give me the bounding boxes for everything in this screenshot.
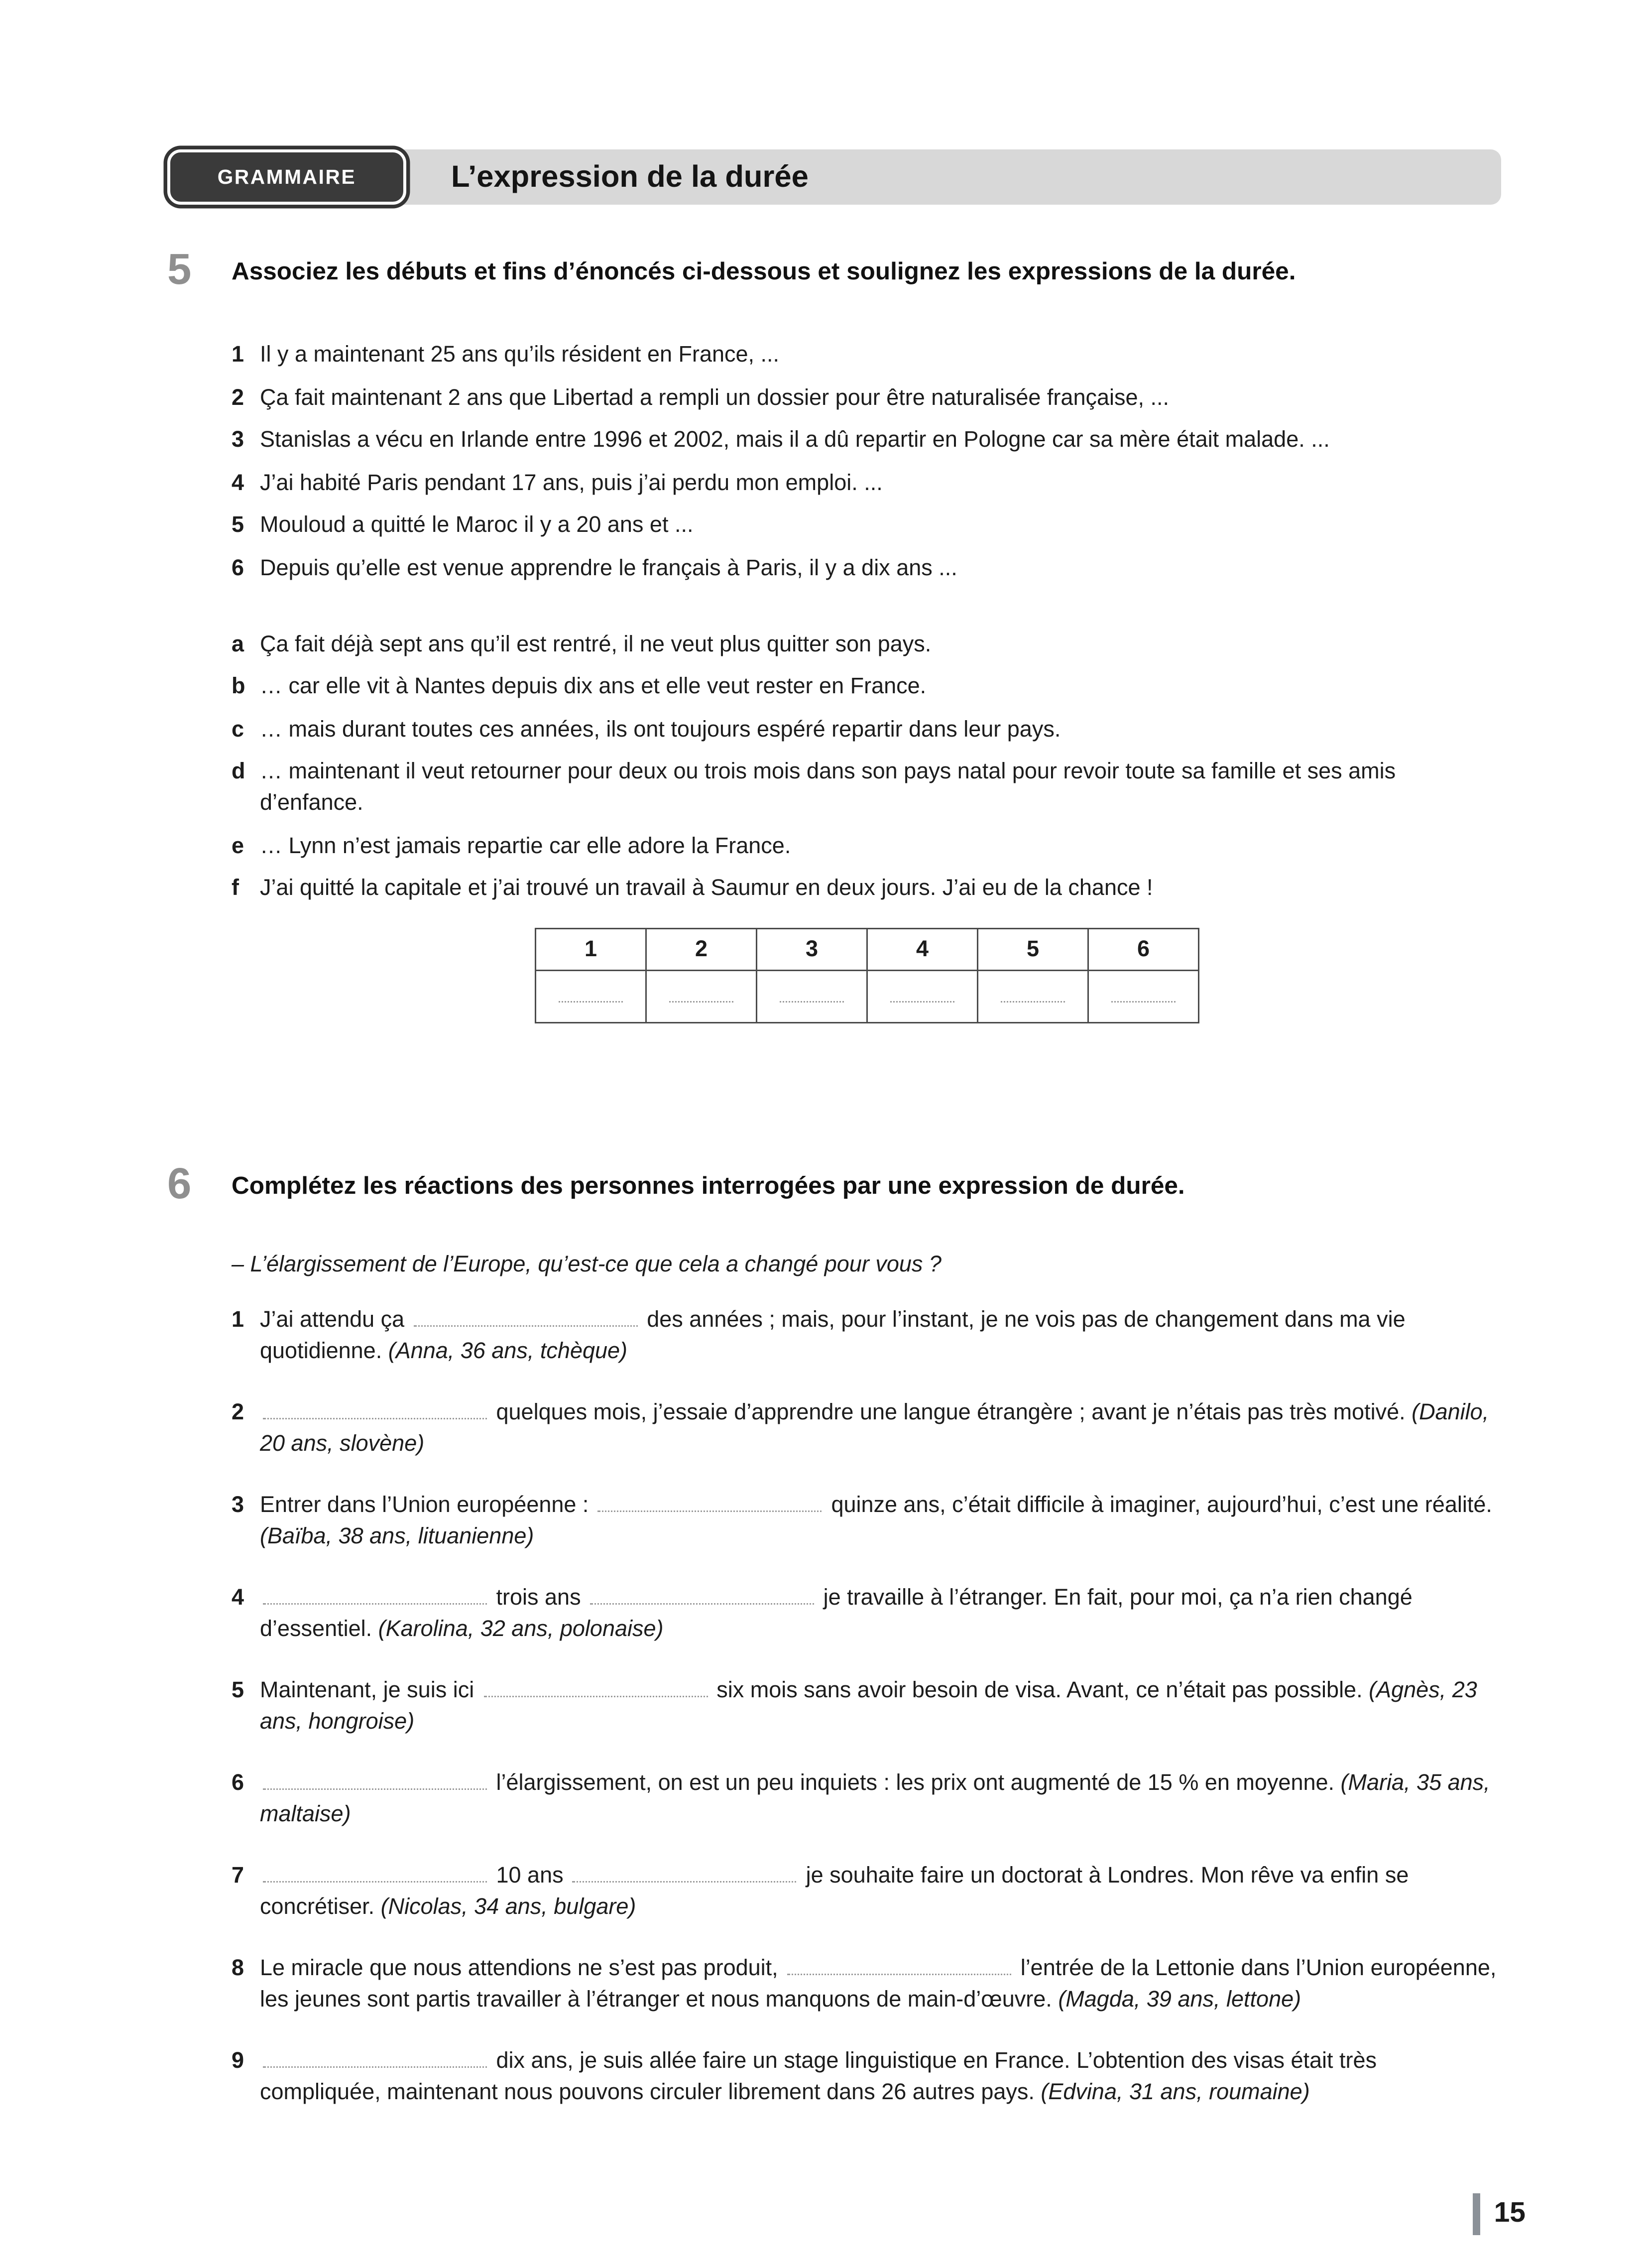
- exercise-5-number: 5: [167, 247, 192, 294]
- fill-blank: [590, 1587, 814, 1605]
- segment-text: quinze ans, c’était difficile à imaginer, aujourd’hui, c’est une réalité.: [825, 1493, 1492, 1518]
- item-marker: 2: [232, 384, 244, 410]
- grammaire-badge-label: GRAMMAIRE: [217, 166, 356, 188]
- item-marker: 9: [232, 2048, 244, 2074]
- question-item: [232, 1767, 1501, 1830]
- ex6-items: [232, 1304, 1501, 2108]
- item-marker: b: [232, 674, 245, 699]
- item-marker: 4: [232, 1585, 244, 1611]
- item-marker: c: [232, 716, 244, 742]
- attribution: (Nicolas, 34 ans, bulgare): [380, 1894, 636, 1920]
- exercise-5-title: Associez les débuts et fins d’énoncés ci-dessous et soulignez les expressions de la durée.: [232, 258, 1296, 285]
- item-content: [260, 1860, 1501, 1923]
- list-item: [232, 467, 1501, 499]
- item-marker: 6: [232, 555, 244, 581]
- item-text: Mouloud a quitté le Maroc il y a 20 ans et ...: [260, 512, 694, 538]
- item-marker: 5: [232, 1678, 244, 1703]
- item-marker: e: [232, 833, 244, 859]
- item-marker: 8: [232, 1956, 244, 1981]
- answer-column-header: 4: [867, 929, 978, 971]
- fill-blank: [263, 1865, 487, 1883]
- segment-text: J’ai attendu ça: [260, 1307, 411, 1333]
- item-text: … car elle vit à Nantes depuis dix ans et elle veut rester en France.: [260, 674, 927, 699]
- segment-text: six mois sans avoir besoin de visa. Avant, ce n’était pas possible.: [710, 1678, 1369, 1703]
- answer-column-header: 1: [536, 929, 646, 971]
- list-item: [232, 629, 1501, 660]
- question-item: [232, 1860, 1501, 1923]
- item-marker: 1: [232, 1307, 244, 1333]
- attribution: (Agnès, 23 ans, hongroise): [260, 1678, 1477, 1735]
- exercise-5: [167, 247, 1501, 1023]
- fill-blank: [263, 1587, 487, 1605]
- answer-table-answer-row: [536, 971, 1199, 1023]
- segment-text: trois ans: [490, 1585, 588, 1611]
- attribution: (Karolina, 32 ans, polonaise): [378, 1617, 664, 1642]
- exercise-5-body: [232, 254, 1501, 1023]
- question-item: [232, 1582, 1501, 1645]
- question-item: [232, 1675, 1501, 1738]
- item-content: [260, 1304, 1501, 1367]
- item-marker: a: [232, 631, 244, 657]
- item-content: [260, 1397, 1501, 1460]
- answer-blank: [559, 983, 623, 1003]
- item-marker: 4: [232, 470, 244, 496]
- segment-text: dix ans, je suis allée faire un stage linguistique en France. L’obtention des visas était très compliquée, maintenant nous pouvons circuler librement dans 26 autres pays.: [260, 2048, 1377, 2105]
- answer-cell: [867, 971, 978, 1023]
- answer-blank: [890, 983, 954, 1003]
- list-item: [232, 671, 1501, 702]
- attribution: (Danilo, 20 ans, slovène): [260, 1400, 1489, 1457]
- segment-text: Entrer dans l’Union européenne :: [260, 1493, 595, 1518]
- item-text: … mais durant toutes ces années, ils ont toujours espéré repartir dans leur pays.: [260, 716, 1061, 742]
- segment-text: Le miracle que nous attendions ne s’est pas produit,: [260, 1956, 785, 1981]
- item-marker: f: [232, 876, 239, 901]
- list-item: [232, 552, 1501, 584]
- page-footer: [1473, 2193, 1526, 2235]
- segment-text: 10 ans: [490, 1863, 570, 1889]
- item-marker: 5: [232, 512, 244, 538]
- list-item: [232, 714, 1501, 745]
- list-item: [232, 873, 1501, 904]
- answer-blank: [780, 983, 844, 1003]
- answer-column-header: 3: [757, 929, 867, 971]
- fill-blank: [263, 1772, 487, 1790]
- exercise-6-intro: – L’élargissement de l’Europe, qu’est-ce que cela a changé pour vous ?: [232, 1252, 942, 1277]
- item-marker: 2: [232, 1400, 244, 1425]
- list-item: [232, 339, 1501, 371]
- answer-cell: [646, 971, 757, 1023]
- section-title: L’expression de la durée: [451, 160, 809, 194]
- item-text: J’ai habité Paris pendant 17 ans, puis j’ai perdu mon emploi. ...: [260, 470, 883, 496]
- item-text: Ça fait maintenant 2 ans que Libertad a rempli un dossier pour être naturalisée française, ...: [260, 384, 1170, 410]
- item-text: Il y a maintenant 25 ans qu’ils résident en France, ...: [260, 342, 780, 368]
- item-content: [260, 2045, 1501, 2108]
- answer-column-header: 6: [1088, 929, 1199, 971]
- question-item: [232, 1397, 1501, 1460]
- footer-accent-bar: [1473, 2193, 1481, 2235]
- segment-text: l’entrée de la Lettonie dans l’Union européenne, les jeunes sont partis travailler à l’étranger et nous manquons de main-d’œuvre.: [260, 1956, 1497, 2013]
- fill-blank: [263, 1401, 487, 1419]
- attribution: (Edvina, 31 ans, roumaine): [1041, 2080, 1310, 2105]
- attribution: (Baïba, 38 ans, lituanienne): [260, 1524, 534, 1549]
- attribution: (Maria, 35 ans, maltaise): [260, 1770, 1490, 1827]
- item-content: [260, 1582, 1501, 1645]
- ex5-ends: [232, 629, 1501, 904]
- list-item: [232, 382, 1501, 413]
- section-header-bar: [167, 149, 1501, 205]
- item-content: [260, 1953, 1501, 2016]
- question-item: [232, 1490, 1501, 1552]
- segment-text: l’élargissement, on est un peu inquiets : les prix ont augmenté de 15 % en moyenne.: [490, 1770, 1341, 1796]
- ex5-starts: [232, 339, 1501, 584]
- item-text: … Lynn n’est jamais repartie car elle adore la France.: [260, 833, 791, 859]
- answer-blank: [669, 983, 733, 1003]
- list-item: [232, 756, 1501, 819]
- answer-table-header-row: [536, 929, 1199, 971]
- answer-column-header: 5: [978, 929, 1088, 971]
- answer-cell: [757, 971, 867, 1023]
- grammaire-badge: [167, 149, 406, 205]
- item-marker: 3: [232, 427, 244, 453]
- item-marker: d: [232, 759, 245, 784]
- answer-cell: [536, 971, 646, 1023]
- item-text: J’ai quitté la capitale et j’ai trouvé un travail à Saumur en deux jours. J’ai eu de la chance !: [260, 876, 1153, 901]
- exercise-6-body: [232, 1168, 1501, 2108]
- exercise-6-number: 6: [167, 1161, 192, 1209]
- item-text: Stanislas a vécu en Irlande entre 1996 et 2002, mais il a dû repartir en Pologne car sa mère était malade. ...: [260, 427, 1330, 453]
- answer-blank: [1111, 983, 1176, 1003]
- list-item: [232, 509, 1501, 541]
- answer-cell: [978, 971, 1088, 1023]
- exercise-6: [167, 1161, 1501, 2138]
- fill-blank: [598, 1494, 822, 1512]
- answer-column-header: 2: [646, 929, 757, 971]
- answer-blank: [1001, 983, 1065, 1003]
- segment-text: des années ; mais, pour l’instant, je ne vois pas de changement dans ma vie quotidienne.: [260, 1307, 1406, 1364]
- segment-text: Maintenant, je suis ici: [260, 1678, 480, 1703]
- item-text: Ça fait déjà sept ans qu’il est rentré, il ne veut plus quitter son pays.: [260, 631, 932, 657]
- exercise-6-title: Complétez les réactions des personnes interrogées par une expression de durée.: [232, 1173, 1185, 1200]
- item-content: [260, 1490, 1501, 1552]
- fill-blank: [573, 1865, 797, 1883]
- item-text: Depuis qu’elle est venue apprendre le français à Paris, il y a dix ans ...: [260, 555, 957, 581]
- item-marker: 7: [232, 1863, 244, 1889]
- fill-blank: [414, 1309, 638, 1327]
- item-marker: 1: [232, 342, 244, 368]
- list-item: [232, 424, 1501, 456]
- item-marker: 6: [232, 1770, 244, 1796]
- item-content: [260, 1767, 1501, 1830]
- fill-blank: [263, 2050, 487, 2068]
- page-number: 15: [1494, 2198, 1526, 2229]
- attribution: (Anna, 36 ans, tchèque): [388, 1339, 628, 1364]
- question-item: [232, 2045, 1501, 2108]
- item-marker: 3: [232, 1493, 244, 1518]
- list-item: [232, 830, 1501, 862]
- answer-cell: [1088, 971, 1199, 1023]
- segment-text: quelques mois, j’essaie d’apprendre une langue étrangère ; avant je n’étais pas très motivé.: [490, 1400, 1412, 1425]
- question-item: [232, 1953, 1501, 2016]
- fill-blank: [483, 1679, 708, 1697]
- question-item: [232, 1304, 1501, 1367]
- item-text: … maintenant il veut retourner pour deux ou trois mois dans son pays natal pour revoir toute sa famille et ses amis d’enfance.: [260, 759, 1396, 816]
- attribution: (Magda, 39 ans, lettone): [1058, 1987, 1301, 2013]
- segment-text: je travaille à l’étranger. En fait, pour moi, ça n’a rien changé d’essentiel.: [260, 1585, 1413, 1642]
- item-content: [260, 1675, 1501, 1738]
- segment-text: je souhaite faire un doctorat à Londres. Mon rêve va enfin se concrétiser.: [260, 1863, 1409, 1920]
- answer-table: [535, 928, 1199, 1023]
- fill-blank: [787, 1957, 1011, 1975]
